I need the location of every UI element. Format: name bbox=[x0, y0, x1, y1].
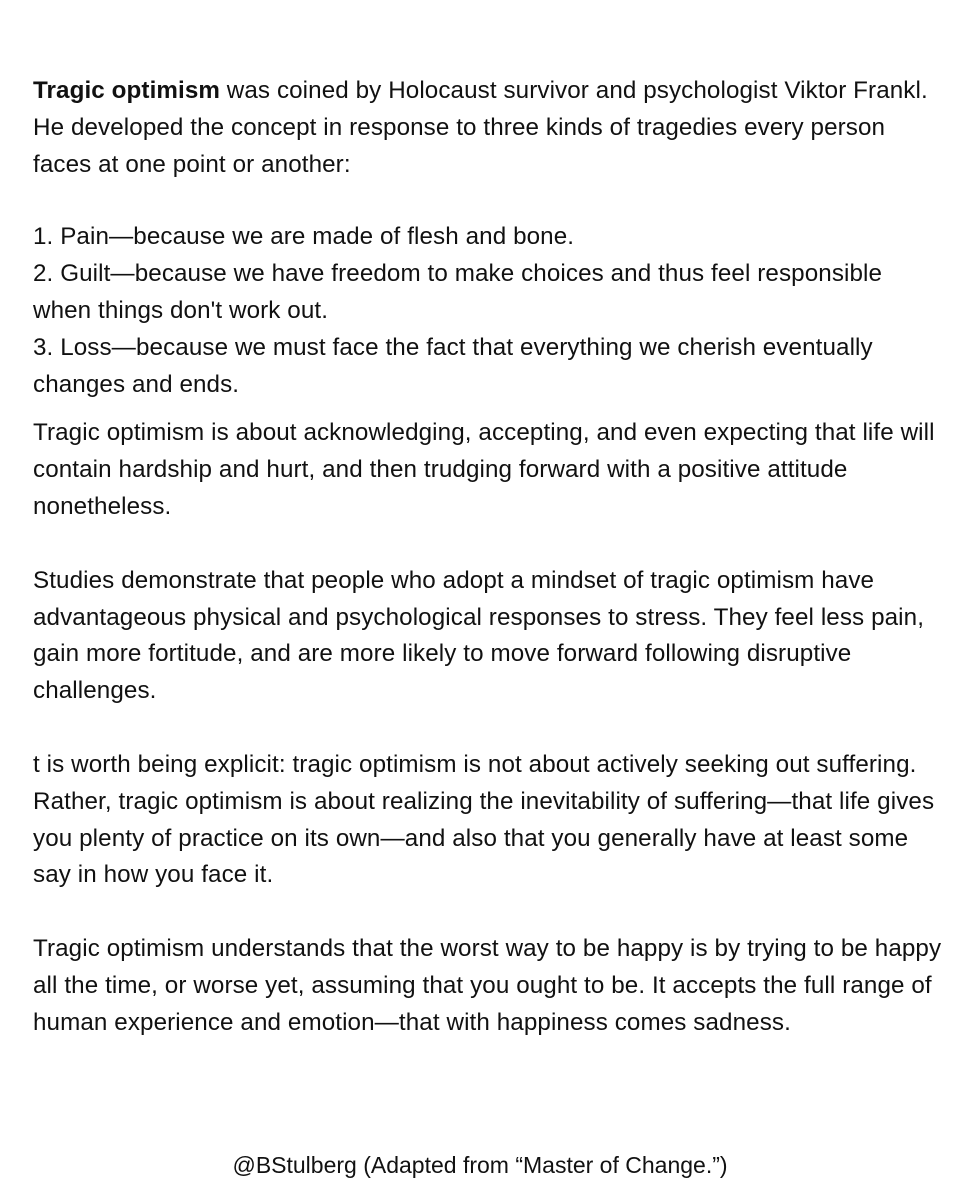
spacer bbox=[33, 894, 943, 931]
paragraph-explicit: t is worth being explicit: tragic optimism is not about actively seeking out suffering. Rather, tragic optimism is about realizing the inevitability of suffering—that life gives you plenty of practice on its own—and also that you generally have at least some say in how you face it. bbox=[33, 750, 935, 889]
list-item-loss: 3. Loss—because we must face the fact that everything we cherish eventually changes and ends. bbox=[33, 333, 873, 398]
paragraph-definition: Tragic optimism is about acknowledging, accepting, and even expecting that life will contain hardship and hurt, and then trudging forward with a positive attitude nonetheless. bbox=[33, 419, 935, 520]
article-body bbox=[33, 73, 943, 1042]
spacer bbox=[33, 403, 943, 415]
list-item-pain: 1. Pain—because we are made of flesh and bone. bbox=[33, 223, 575, 251]
intro-paragraph bbox=[33, 73, 943, 183]
intro-text: was coined by Holocaust survivor and psychologist Viktor Frankl. He developed the concept in response to three kinds of tragedies every person faces at one point or another: bbox=[33, 77, 928, 178]
tragedies-list bbox=[33, 219, 943, 403]
spacer bbox=[33, 526, 943, 563]
attribution-footer: @BStulberg (Adapted from “Master of Change.”) bbox=[232, 1152, 728, 1178]
paragraph-studies: Studies demonstrate that people who adopt a mindset of tragic optimism have advantageous physical and psychological responses to stress. They feel less pain, gain more fortitude, and are more likely to move forward following disruptive challenges. bbox=[33, 566, 925, 705]
intro-term: Tragic optimism bbox=[33, 77, 220, 104]
spacer bbox=[33, 710, 943, 747]
list-item-guilt: 2. Guilt—because we have freedom to make choices and thus feel responsible when things don't work out. bbox=[33, 260, 883, 324]
paragraph-happiness: Tragic optimism understands that the worst way to be happy is by trying to be happy all the time, or worse yet, assuming that you ought to be. It accepts the full range of human experience and emotion—that with happiness comes sadness. bbox=[33, 935, 942, 1036]
